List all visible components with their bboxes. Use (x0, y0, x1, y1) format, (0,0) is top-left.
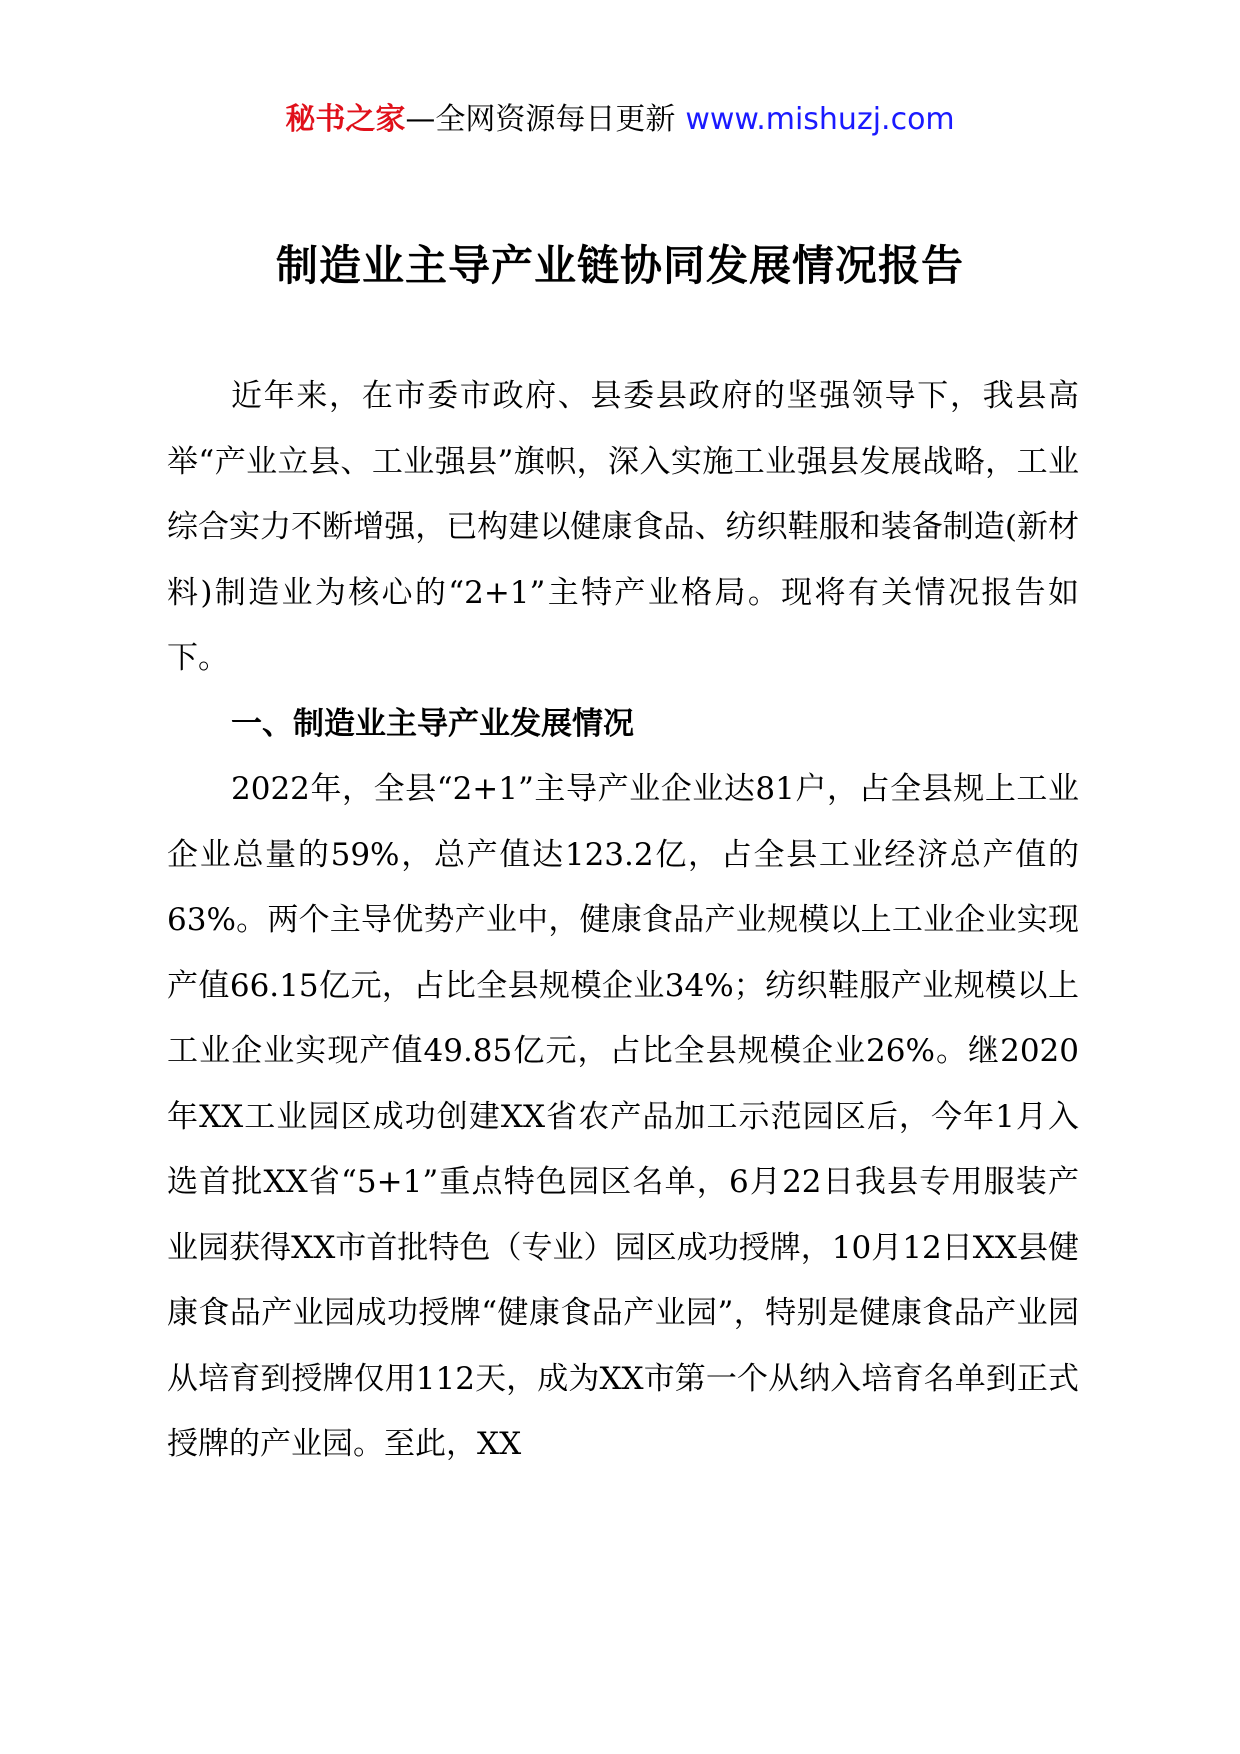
section-paragraph: 2022年，全县“2+1”主导产业企业达81户，占全县规上工业企业总量的59%，总产值达123.2亿，占全县工业经济总产值的63%。两个主导优势产业中，健康食品产业规模以上工业企业实现产值66.15亿元，占比全县规模企业34%；纺织鞋服产业规模以上工业企业实现产值49.85亿元，占比全县规模企业26%。继2020年XX工业园区成功创建XX省农产品加工示范园区后，今年1月入选首批XX省“5+1”重点特色园区名单，6月22日我县专用服装产业园获得XX市首批特色（专业）园区成功授牌，10月12日XX县健康食品产业园成功授牌“健康食品产业园”，特别是健康食品产业园从培育到授牌仅用112天，成为XX市第一个从纳入培育名单到正式授牌的产业园。至此，XX (167, 771, 1079, 1462)
site-tagline: —全网资源每日更新 (405, 102, 676, 137)
site-brand: 秘书之家 (285, 102, 406, 137)
section-heading: 一、制造业主导产业发展情况 (231, 705, 634, 742)
site-url-link[interactable]: www.mishuzj.com (685, 102, 955, 137)
document-body (167, 364, 1079, 1478)
document-title: 制造业主导产业链协同发展情况报告 (275, 241, 964, 290)
intro-paragraph: 近年来，在市委市政府、县委县政府的坚强领导下，我县高举“产业立县、工业强县”旗帜，深入实施工业强县发展战略，工业综合实力不断增强，已构建以健康食品、纺织鞋服和装备制造(新材料)制造业为核心的“2+1”主特产业格局。现将有关情况报告如下。 (167, 378, 1079, 676)
site-header (0, 100, 1240, 140)
